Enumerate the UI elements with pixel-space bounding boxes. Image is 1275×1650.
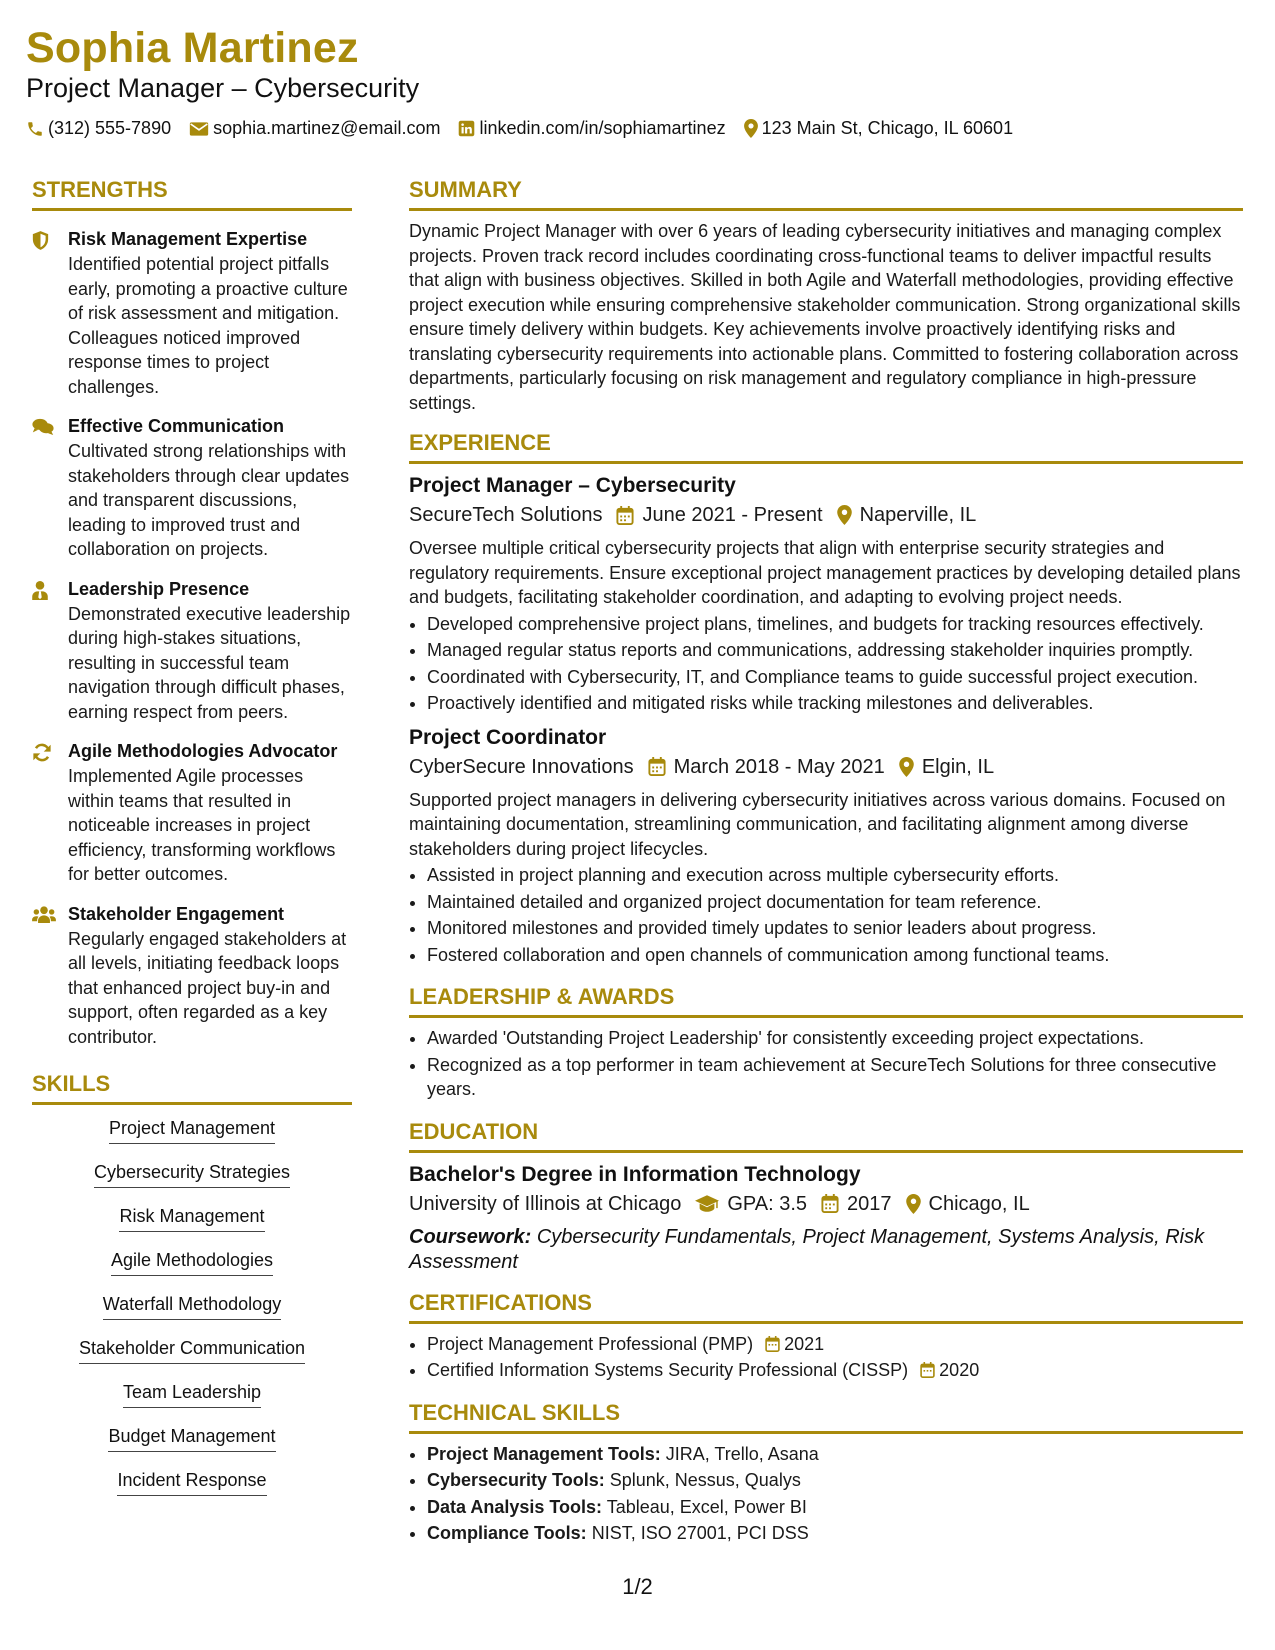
technical-skills-list [409, 1442, 1243, 1546]
candidate-name: Sophia Martinez [26, 24, 359, 72]
list-item: • Developed comprehensive project plans, timelines, and budgets for tracking resources effectively. [427, 612, 1243, 637]
list-item [427, 1521, 1243, 1546]
school-location [906, 1189, 1030, 1219]
job-dates [648, 752, 885, 782]
coursework-label: Coursework: [409, 1225, 532, 1248]
skill-item: Project Management [109, 1115, 275, 1144]
calendar-icon [616, 506, 634, 525]
summary-text: Dynamic Project Manager with over 6 years of leading cybersecurity initiatives and managing complex projects. Proven track record includes coordinating cross-functional teams to deliver impactful results that align with business objectives. Skilled in both Agile and Waterfall methodologies, providing effective project execution while ensuring comprehensive stakeholder communication. Strong organizational skills ensure timely delivery within budgets. Key achievements involve proactively identifying risks and translating cybersecurity requirements into actionable plans. Committed to fostering collaboration across departments, particularly focusing on risk management and regulatory compliance in high-pressure settings. [409, 221, 1241, 413]
education-meta [409, 1189, 1243, 1219]
strength-title: Stakeholder Engagement [68, 903, 285, 924]
year-text: 2017 [847, 1192, 892, 1215]
job-entry [409, 472, 1243, 716]
gpa-text: GPA: 3.5 [727, 1192, 808, 1215]
address-text: 123 Main St, Chicago, IL 60601 [761, 118, 1014, 138]
location-text: Naperville, IL [859, 504, 977, 526]
linkedin-icon [458, 120, 475, 137]
job-location [899, 752, 994, 782]
contact-bar [26, 118, 1246, 139]
left-column [32, 176, 352, 1511]
list-item: • Maintained detailed and organized project documentation for team reference. [427, 890, 1243, 915]
strength-desc: Demonstrated executive leadership during high-stakes situations, resulting in successful team navigation through difficult phases, earning respect from peers. [68, 603, 351, 722]
calendar-icon [920, 1362, 935, 1378]
strength-item [32, 902, 352, 1050]
calendar-icon [648, 757, 666, 776]
tech-value: Tableau, Excel, Power BI [606, 1496, 807, 1517]
list-item [427, 1495, 1243, 1520]
candidate-title: Project Manager – Cybersecurity [26, 73, 420, 103]
graduation-cap-icon [695, 1195, 719, 1212]
user-tie-icon [32, 581, 48, 600]
strength-item [32, 739, 352, 887]
experience-heading: EXPERIENCE [409, 429, 1243, 464]
company-name: SecureTech Solutions [409, 504, 603, 526]
contact-email[interactable] [189, 118, 440, 139]
skill-item: Team Leadership [123, 1379, 261, 1408]
coursework-text: Cybersecurity Fundamentals, Project Management, Systems Analysis, Risk Assessment [409, 1225, 1205, 1273]
awards-list [409, 1026, 1243, 1102]
job-dates [616, 500, 822, 530]
contact-address [744, 118, 1014, 139]
strength-desc: Cultivated strong relationships with stakeholders through clear updates and transparent discussions, leading to improved trust and collaboration on projects. [68, 441, 350, 559]
right-column [409, 176, 1243, 1548]
job-meta [409, 500, 1243, 530]
list-item: • Fostered collaboration and open channels of communication among functional teams. [427, 943, 1243, 968]
list-item: • Monitored milestones and provided timely updates to senior leaders about progress. [427, 916, 1243, 941]
location-text: Chicago, IL [928, 1192, 1030, 1215]
sync-icon [32, 743, 52, 762]
contact-linkedin[interactable] [458, 118, 725, 139]
tech-value: NIST, ISO 27001, PCI DSS [591, 1523, 809, 1543]
shield-icon [32, 231, 49, 250]
job-title: Project Coordinator [409, 725, 607, 749]
dates-text: June 2021 - Present [642, 504, 823, 526]
strength-title: Leadership Presence [68, 578, 250, 599]
job-bullets [409, 863, 1243, 967]
tech-value: JIRA, Trello, Asana [665, 1443, 819, 1464]
company-name: CyberSecure Innovations [409, 755, 634, 778]
certifications-heading: CERTIFICATIONS [409, 1289, 1243, 1324]
list-item: • Assisted in project planning and execution across multiple cybersecurity efforts. [427, 863, 1243, 888]
phone-icon [26, 120, 44, 138]
tech-label: Project Management Tools: [427, 1443, 661, 1464]
calendar-icon [821, 1194, 839, 1213]
summary-heading: SUMMARY [409, 176, 1243, 211]
strength-title: Effective Communication [68, 416, 285, 436]
degree-title: Bachelor's Degree in Information Technology [409, 1162, 861, 1186]
dates-text: March 2018 - May 2021 [673, 755, 885, 778]
list-item: • Awarded 'Outstanding Project Leadership' for consistently exceeding project expectations. [427, 1026, 1243, 1051]
list-item: • Recognized as a top performer in team achievement at SecureTech Solutions for three consecutive years. [427, 1053, 1243, 1102]
skills-heading: SKILLS [32, 1070, 352, 1105]
skill-item: Cybersecurity Strategies [94, 1159, 290, 1188]
strength-item [32, 577, 352, 725]
tech-label: Data Analysis Tools: [427, 1496, 603, 1517]
strength-item [32, 227, 352, 399]
users-icon [32, 906, 56, 923]
skill-item: Risk Management [119, 1203, 264, 1232]
cert-year: 2021 [784, 1333, 825, 1354]
cert-name: • Project Management Professional (PMP) [427, 1333, 754, 1354]
list-item [427, 1468, 1243, 1493]
strength-desc: Implemented Agile processes within teams that resulted in noticeable increases in project efficiency, transforming workflows for better outcomes. [68, 766, 336, 884]
job-meta [409, 752, 1243, 782]
skill-item: Stakeholder Communication [79, 1335, 305, 1364]
cert-name: • Certified Information Systems Security Professional (CISSP) [427, 1360, 909, 1380]
skill-item: Incident Response [117, 1467, 266, 1496]
school-name: University of Illinois at Chicago [409, 1192, 682, 1215]
tech-value: Splunk, Nessus, Qualys [609, 1470, 801, 1490]
map-marker-icon [837, 505, 852, 525]
envelope-icon [189, 121, 209, 137]
strength-desc: Identified potential project pitfalls early, promoting a proactive culture of risk assessment and mitigation. Colleagues noticed improved response times to project challenges. [68, 254, 348, 397]
contact-phone[interactable] [26, 118, 171, 139]
certifications-list [409, 1332, 1243, 1383]
map-marker-icon [744, 119, 758, 138]
strengths-heading: STRENGTHS [32, 176, 352, 211]
skill-item: Agile Methodologies [111, 1247, 273, 1276]
linkedin-text: linkedin.com/in/sophiamartinez [479, 118, 726, 138]
list-item [427, 1358, 1243, 1383]
calendar-icon [765, 1336, 780, 1352]
job-location [837, 500, 977, 530]
resume-header [26, 22, 1246, 139]
comments-icon [32, 418, 54, 435]
awards-heading: LEADERSHIP & AWARDS [409, 983, 1243, 1018]
job-description: Oversee multiple critical cybersecurity projects that align with enterprise security strategies and regulatory requirements. Ensure exceptional project management practices by developing detailed plans and budgets, facilitating stakeholder coordination, and adapting to evolving project needs. [409, 538, 1241, 607]
graduation-year [821, 1189, 892, 1219]
tech-label: Compliance Tools: [427, 1523, 587, 1543]
skill-item: Waterfall Methodology [103, 1291, 281, 1320]
map-marker-icon [906, 1194, 921, 1214]
job-entry [409, 724, 1243, 968]
phone-text: (312) 555-7890 [48, 118, 172, 138]
skills-list [32, 1115, 352, 1511]
list-item: • Managed regular status reports and communications, addressing stakeholder inquiries promptly. [427, 638, 1243, 663]
list-item: • Coordinated with Cybersecurity, IT, and Compliance teams to guide successful project execution. [427, 665, 1243, 690]
strength-item [32, 414, 352, 562]
page-number: 1/2 [622, 1574, 653, 1599]
strength-title: Risk Management Expertise [68, 229, 308, 249]
technical-skills-heading: TECHNICAL SKILLS [409, 1399, 1243, 1434]
strength-desc: Regularly engaged stakeholders at all levels, initiating feedback loops that enhanced project buy-in and support, often regarded as a key contributor. [68, 928, 347, 1047]
location-text: Elgin, IL [921, 755, 995, 778]
job-description: Supported project managers in delivering cybersecurity initiatives across various domains. Focused on maintaining documentation, streamlining communication, and facilitating alignment among diverse stakeholders during project lifecycles. [409, 789, 1226, 859]
tech-label: Cybersecurity Tools: [427, 1470, 605, 1490]
list-item: • Proactively identified and mitigated risks while tracking milestones and deliverables. [427, 691, 1243, 716]
coursework [409, 1225, 1243, 1275]
list-item [427, 1332, 1243, 1357]
education-heading: EDUCATION [409, 1118, 1243, 1153]
gpa [695, 1189, 807, 1219]
list-item [427, 1442, 1243, 1467]
job-title: Project Manager – Cybersecurity [409, 474, 736, 497]
cert-year: 2020 [939, 1360, 980, 1380]
map-marker-icon [899, 757, 914, 777]
skill-item: Budget Management [108, 1423, 275, 1452]
email-text: sophia.martinez@email.com [213, 118, 441, 138]
job-bullets [409, 612, 1243, 716]
strength-title: Agile Methodologies Advocator [68, 741, 338, 761]
